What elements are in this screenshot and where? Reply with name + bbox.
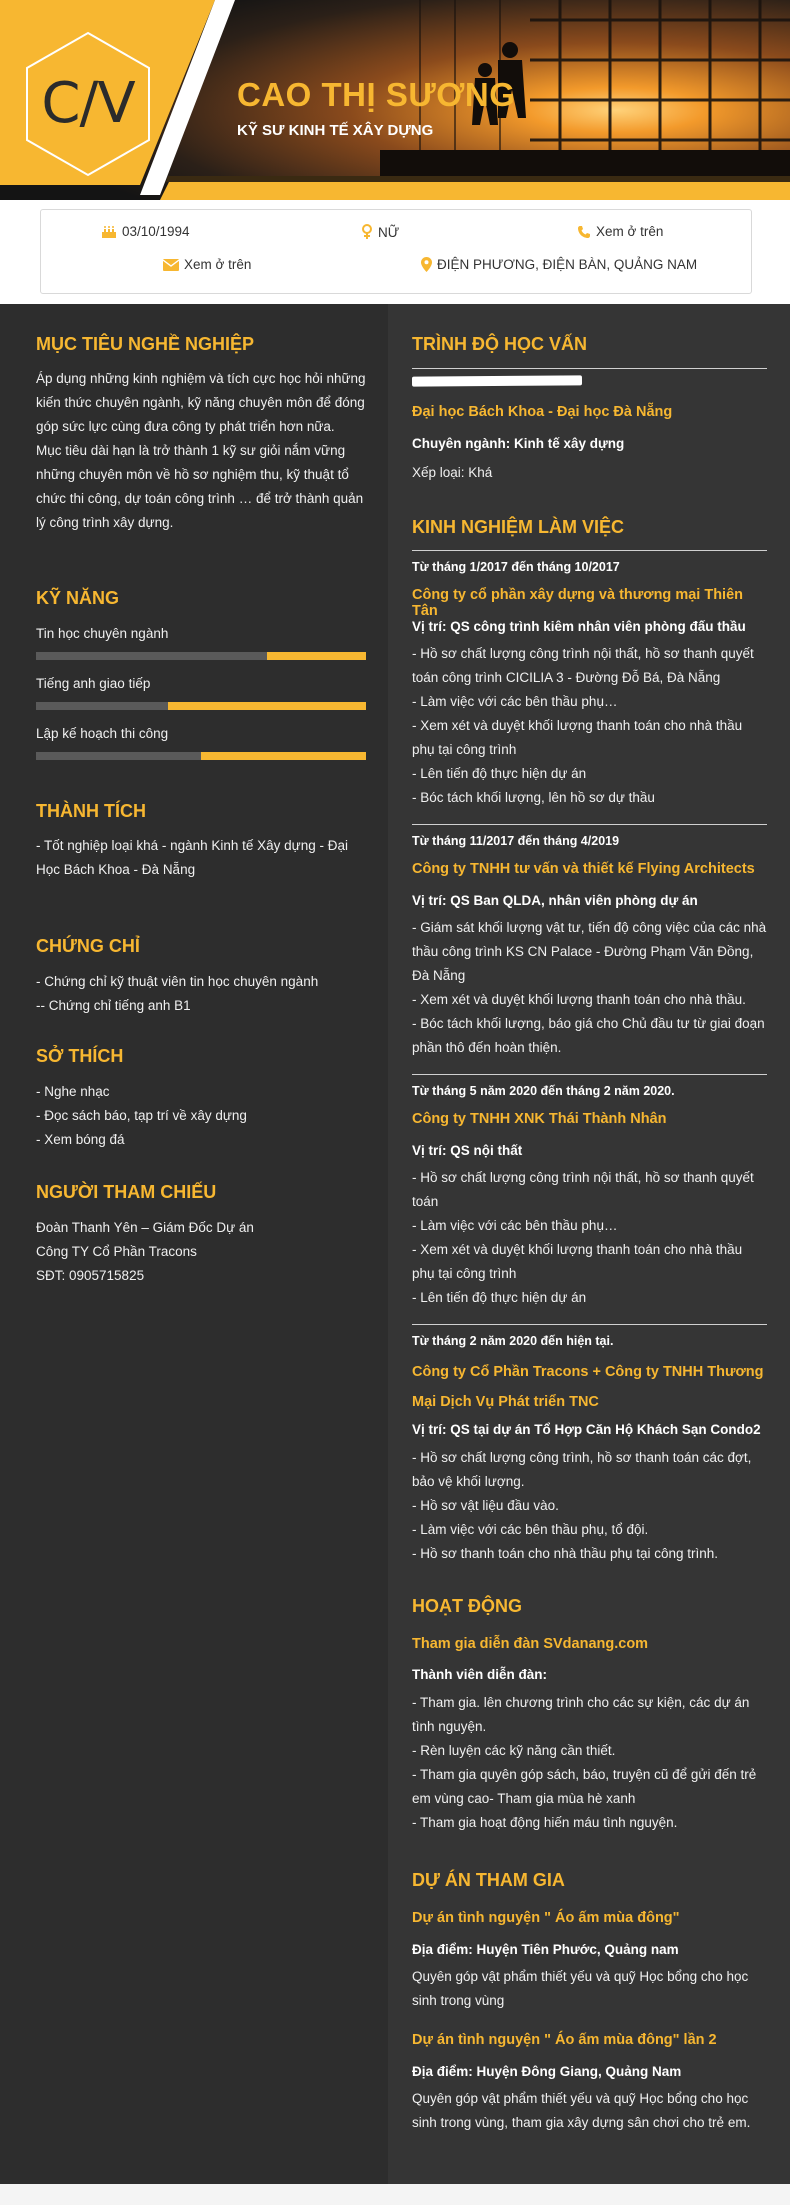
skill-label: Lập kế hoạch thi công — [36, 726, 169, 741]
cv-logo — [24, 30, 152, 178]
address-info — [421, 257, 697, 272]
list-item: Đoàn Thanh Yên – Giám Đốc Dự án — [36, 1220, 254, 1235]
candidate-name: CAO THỊ SƯƠNG — [237, 76, 516, 113]
skill-bar-fill — [168, 702, 366, 710]
job-duties: - Hồ sơ chất lượng công trình nội thất, hồ sơ thanh quyết toán công trình CICILIA 3 - Đường Đỗ Bá, Đà Nẵng - Làm việc với các bên thầu phụ… - Xem xét và duyệt khối lượng thanh toán cho nhà thầu phụ tại công trình - Lên tiến độ thực hiện dự án - Bóc tách khối lượng, lên hồ sơ dự thầu — [412, 646, 754, 805]
right-column — [388, 304, 790, 2184]
divider — [412, 1324, 767, 1325]
job-period: Từ tháng 5 năm 2020 đến tháng 2 năm 2020. — [412, 1084, 675, 1098]
cv-header — [0, 0, 790, 200]
birthday-value: 03/10/1994 — [122, 224, 190, 239]
project-title: Dự án tình nguyện " Áo ấm mùa đông" lần 2 — [412, 2032, 717, 2048]
hobbies-list — [36, 1080, 247, 1152]
job-duties: - Giám sát khối lượng vật tư, tiến độ công việc của các nhà thầu công trình KS CN Palace - Đường Phạm Văn Đồng, Đà Nẵng - Xem xét và duyệt khối lượng thanh toán cho nhà thầu. - Bóc tách khối lượng, báo giá cho Chủ đầu tư từ giai đoạn phần thô đến hoàn thiện. — [412, 920, 767, 1055]
address-value: ĐIỆN PHƯƠNG, ĐIỆN BÀN, QUẢNG NAM — [437, 257, 698, 272]
gender-value: NỮ — [378, 224, 400, 240]
email-info — [163, 257, 251, 272]
school-name: Đại học Bách Khoa - Đại học Đà Nẵng — [412, 404, 673, 420]
list-item: SĐT: 0905715825 — [36, 1268, 145, 1283]
list-item: Công TY Cổ Phần Tracons — [36, 1244, 197, 1259]
envelope-icon — [163, 259, 179, 271]
female-symbol-icon — [361, 224, 373, 240]
map-pin-icon — [421, 257, 432, 272]
job-period: Từ tháng 11/2017 đến tháng 4/2019 — [412, 834, 620, 848]
objective-text: Áp dụng những kinh nghiệm và tích cực học hỏi những kiến thức chuyên ngành, kỹ năng chuyên môn để đóng góp sức lực cùng đưa công ty phát triển hơn nữa. Mục tiêu dài hạn là trở thành 1 kỹ sư giỏi nắm vững những chuyên môn về hồ sơ nghiệm thu, kỹ thuật tổ chức thi công, dự toán công trình … để trở thành quản lý công trình xây dựng. — [36, 371, 366, 530]
skill-bar-fill — [201, 752, 366, 760]
job-company: Công ty Cổ Phần Tracons + Công ty TNHH Thương Mại Dịch Vụ Phát triển TNC — [412, 1364, 764, 1410]
job-position: Vị trí: QS Ban QLDA, nhân viên phòng dự án — [412, 893, 698, 908]
project-location: Địa điểm: Huyện Đông Giang, Quảng Nam — [412, 2064, 682, 2079]
job-position: Vị trí: QS nội thất — [412, 1143, 523, 1158]
page-bottom-margin — [0, 2184, 790, 2205]
job-position: Vị trí: QS tại dự án Tổ Hợp Căn Hộ Khách Sạn Condo2 — [412, 1422, 761, 1437]
divider — [412, 824, 767, 825]
skill-bar — [36, 702, 366, 710]
contact-info-box — [40, 209, 752, 294]
skill-bar — [36, 752, 366, 760]
list-item: - Xem bóng đá — [36, 1132, 125, 1147]
projects-heading: DỰ ÁN THAM GIA — [412, 1870, 565, 1890]
activity-role: Thành viên diễn đàn: — [412, 1667, 548, 1682]
contact-info-bar — [0, 200, 790, 304]
email-value: Xem ở trên — [184, 257, 252, 272]
project-title: Dự án tình nguyện " Áo ấm mùa đông" — [412, 1910, 680, 1926]
education-major: Chuyên ngành: Kinh tế xây dựng — [412, 436, 625, 451]
list-item: -- Chứng chỉ tiếng anh B1 — [36, 998, 191, 1013]
skill-bar-fill — [267, 652, 366, 660]
list-item: - Đọc sách báo, tạp trí về xây dựng — [36, 1108, 247, 1123]
divider — [412, 368, 767, 369]
objective-heading: MỤC TIÊU NGHỀ NGHIỆP — [36, 334, 255, 354]
skills-heading: KỸ NĂNG — [36, 588, 120, 608]
certificates-heading: CHỨNG CHỈ — [36, 936, 140, 956]
references-heading: NGƯỜI THAM CHIẾU — [36, 1182, 217, 1202]
job-period: Từ tháng 1/2017 đến tháng 10/2017 — [412, 560, 620, 574]
divider — [412, 1074, 767, 1075]
birthday-cake-icon — [101, 225, 117, 239]
education-grade: Xếp loại: Khá — [412, 465, 493, 480]
phone-info — [577, 224, 663, 239]
birthday-info — [101, 224, 190, 239]
job-period: Từ tháng 2 năm 2020 đến hiện tại. — [412, 1334, 614, 1348]
education-heading: TRÌNH ĐỘ HỌC VẤN — [412, 334, 587, 354]
certificates-list — [36, 970, 318, 1018]
phone-value: Xem ở trên — [596, 224, 664, 239]
job-duties: - Hồ sơ chất lượng công trình, hồ sơ thanh toán các đợt, bảo vệ khối lượng. - Hồ sơ vật liệu đầu vào. - Làm việc với các bên thầu phụ, tổ đội. - Hồ sơ thanh toán cho nhà thầu phụ tại công trình. — [412, 1450, 752, 1561]
project-desc: Quyên góp vật phẩm thiết yếu và quỹ Học bổng cho học sinh trong vùng — [412, 1969, 749, 2008]
redacted-mark — [412, 375, 582, 386]
left-column — [0, 304, 388, 2184]
skill-label: Tin học chuyên ngành — [36, 626, 169, 641]
references-list — [36, 1216, 254, 1288]
cv-logo-text: C/V — [41, 71, 135, 136]
activity-title: Tham gia diễn đàn SVdanang.com — [412, 1636, 649, 1652]
job-position: Vị trí: QS công trình kiêm nhân viên phòng đấu thầu — [412, 619, 746, 634]
experience-heading: KINH NGHIỆM LÀM VIỆC — [412, 517, 625, 537]
project-desc: Quyên góp vật phẩm thiết yếu và quỹ Học bổng cho học sinh trong vùng, tham gia xây dựng sân chơi cho trẻ em. — [412, 2091, 751, 2130]
activities-heading: HOẠT ĐỘNG — [412, 1596, 522, 1616]
list-item: - Nghe nhạc — [36, 1084, 110, 1099]
divider — [412, 550, 767, 551]
achievements-text: - Tốt nghiệp loại khá - ngành Kinh tế Xây dựng - Đại Học Bách Khoa - Đà Nẵng — [36, 838, 348, 877]
phone-icon — [577, 225, 591, 239]
skill-label: Tiếng anh giao tiếp — [36, 676, 151, 691]
project-location: Địa điểm: Huyện Tiên Phước, Quảng nam — [412, 1942, 679, 1957]
job-company: Công ty TNHH XNK Thái Thành Nhân — [412, 1111, 667, 1127]
skill-bar — [36, 652, 366, 660]
achievements-heading: THÀNH TÍCH — [36, 801, 146, 821]
job-company: Công ty cổ phần xây dựng và thương mại Thiên Tân — [412, 587, 744, 619]
list-item: - Chứng chỉ kỹ thuật viên tin học chuyên ngành — [36, 974, 319, 989]
activity-duties: - Tham gia. lên chương trình cho các sự kiện, các dự án tình nguyện. - Rèn luyện các kỹ năng cần thiết. - Tham gia quyên góp sách, báo, truyện cũ để gửi đến trẻ em vùng cao- Tham gia mùa hè xanh - Tham gia hoạt động hiến máu tình nguyện. — [412, 1695, 757, 1830]
candidate-title: KỸ SƯ KINH TẾ XÂY DỰNG — [237, 122, 434, 139]
job-company: Công ty TNHH tư vấn và thiết kế Flying Architects — [412, 861, 755, 877]
gender-info — [361, 224, 399, 240]
job-duties: - Hồ sơ chất lượng công trình nội thất, hồ sơ thanh quyết toán - Làm việc với các bên thầu phụ… - Xem xét và duyệt khối lượng thanh toán cho nhà thầu phụ tại công trình - Lên tiến độ thực hiện dự án — [412, 1170, 754, 1305]
hobbies-heading: SỞ THÍCH — [36, 1046, 124, 1066]
